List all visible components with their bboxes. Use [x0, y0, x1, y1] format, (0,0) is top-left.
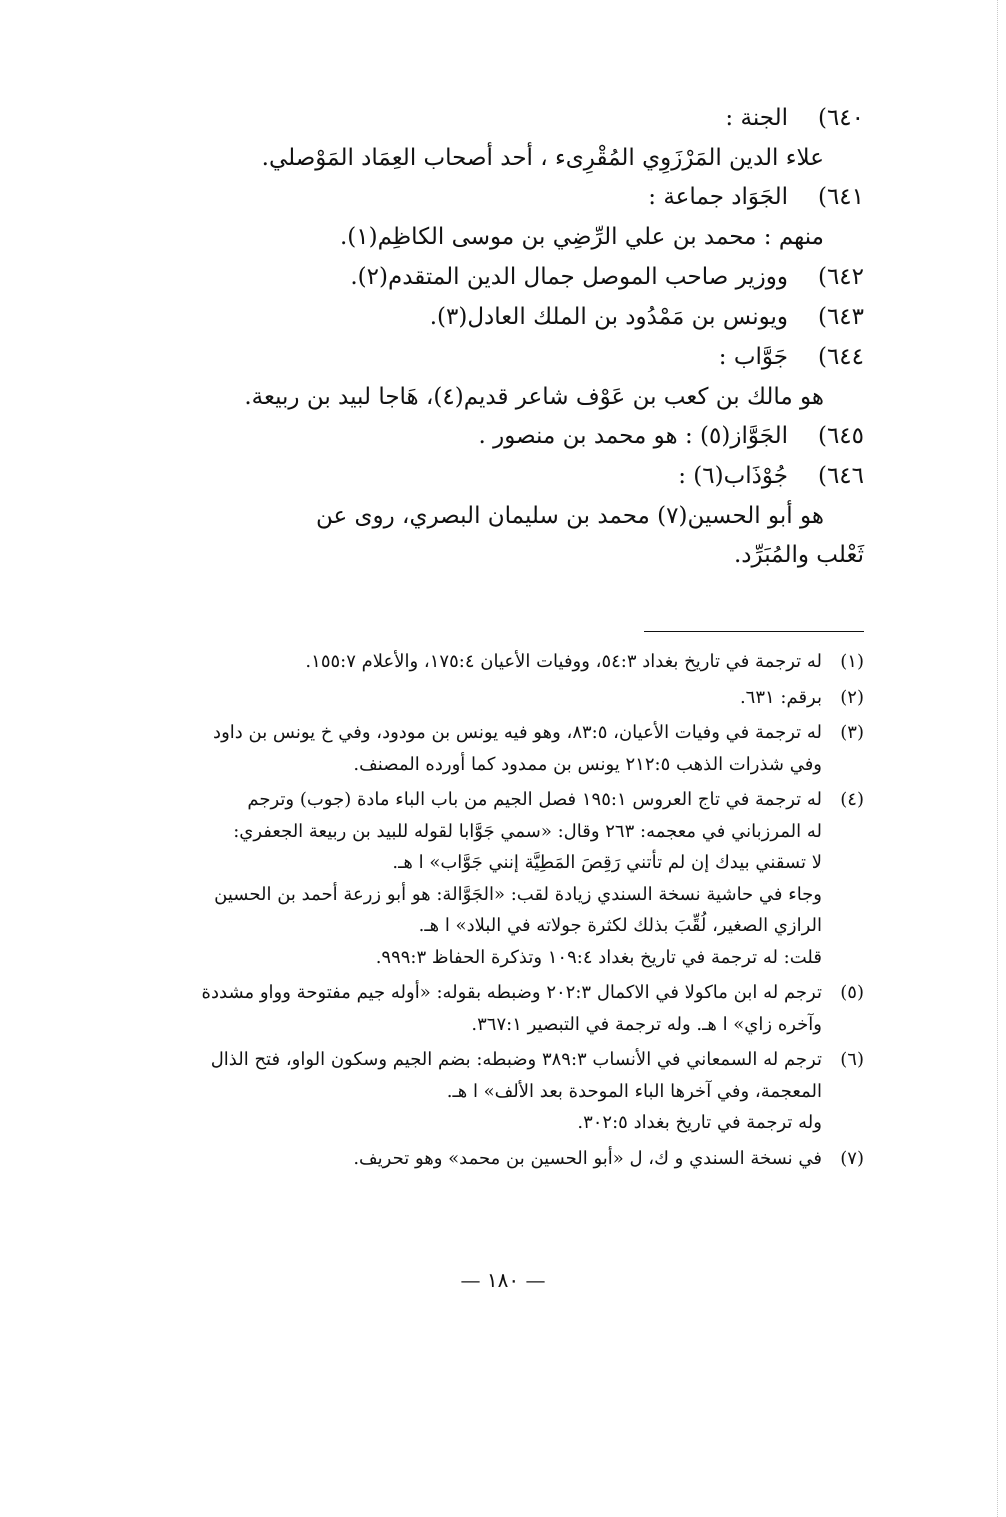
entry-643: [144, 299, 864, 339]
entry-heading: الجَوَّاز(٥) : هو محمد بن منصور .: [478, 422, 788, 449]
footnote-line: له المرزباني في معجمه: ٢٦٣ وقال: «سمي جَوَّابا لقوله للبيد بن ربيعة الجعفري:: [233, 820, 822, 842]
footnote-line: في نسخة السندي و ك، ل «أبو الحسين بن محمد» وهو تحريف.: [353, 1147, 822, 1169]
footnote-body: [144, 646, 822, 678]
footnote-line: له ترجمة في تاج العروس ١٩٥:١ فصل الجيم من باب الباء مادة (جوب) وترجم: [247, 789, 822, 810]
entry-heading: جُوْذَاب(٦) :: [678, 462, 788, 489]
footnote-number: (١): [840, 651, 864, 672]
entry-640-body: علاء الدين المَرْزَوِي المُقْرِىء ، أحد أصحاب العِمَاد المَوْصلي.: [261, 145, 824, 171]
entry-644-body: هو مالك بن كعب بن عَوْف شاعر قديم(٤)، هَاجا لبيد بن ربيعة.: [244, 383, 824, 410]
footnote-body: [144, 682, 822, 714]
footnote-line: المعجمة، وفي آخرها الباء الموحدة بعد الألف» ا هـ.: [446, 1080, 822, 1102]
entry-646-body-line-2: ثَعْلب والمُبَرِّد.: [734, 542, 864, 568]
footnote-line: وجاء في حاشية نسخة السندي زيادة لقب: «الجَوَّالة: هو أبو زرعة أحمد بن الحسين: [214, 883, 822, 905]
footnote-number: (٦): [840, 1049, 864, 1070]
footnote-line: وفي شذرات الذهب ٢١٢:٥ يونس بن ممدود كما أورده المصنف.: [353, 753, 822, 775]
footnote-line: برقم: ٦٣١.: [739, 686, 822, 708]
footnote-line: وآخره زاي» ا هـ. وله ترجمة في التبصير ٣٦٧:١.: [471, 1013, 822, 1035]
footnote-body: [144, 977, 822, 1040]
footnote-5: [144, 977, 864, 1040]
entry-646: [144, 458, 864, 498]
footnotes: [144, 646, 864, 1178]
entry-641: [144, 179, 864, 219]
footnote-line: قلت: له ترجمة في تاريخ بغداد ١٠٩:٤ وتذكرة الحفاظ ٩٩٩:٣.: [375, 946, 822, 968]
entry-644: [144, 339, 864, 379]
footnote-line: له ترجمة في تاريخ بغداد ٥٤:٣، ووفيات الأعيان ١٧٥:٤، والأعلام ١٥٥:٧.: [305, 651, 822, 672]
footnote-6: [144, 1044, 864, 1139]
footnote-number: (٢): [840, 686, 864, 708]
entry-number: ٦٤٣): [817, 303, 864, 330]
footnote-line: وله ترجمة في تاريخ بغداد ٣٠٢:٥.: [577, 1112, 822, 1133]
footnote-number: (٤): [840, 789, 864, 810]
entry-number: ٦٤١): [817, 184, 864, 211]
entry-number: ٦٤٢): [817, 263, 864, 290]
footnote-line: الرازي الصغير، لُقِّبَ بذلك لكثرة جولاته في البلاد» ا هـ.: [418, 915, 822, 936]
entry-heading: جَوَّاب :: [718, 343, 788, 370]
entry-642: [144, 259, 864, 299]
footnote-number: (٥): [840, 982, 864, 1003]
entry-640: [144, 100, 864, 140]
footnote-body: [144, 717, 822, 780]
entry-heading: ووزير صاحب الموصل جمال الدين المتقدم(٢).: [350, 263, 788, 290]
entry-number: ٦٤٥): [817, 422, 864, 449]
footnote-line: له ترجمة في وفيات الأعيان، ٨٣:٥، وهو فيه يونس بن مودود، وفي خ يونس بن داود: [213, 722, 822, 743]
footnote-body: [144, 784, 822, 973]
entry-number: ٦٤٠): [817, 105, 864, 131]
footnote-2: [144, 682, 864, 714]
entry-heading: ويونس بن مَمْدُود بن الملك العادل(٣).: [429, 303, 788, 330]
footnote-4: [144, 784, 864, 973]
footnote-body: [144, 1044, 822, 1139]
entry-heading: الجَوَاد جماعة :: [648, 184, 788, 211]
entry-641-body: منهم : محمد بن علي الرِّضِي بن موسى الكاظِم(١).: [339, 224, 824, 251]
footnote-number: (٧): [840, 1147, 864, 1169]
page-number: — ١٨٠ —: [460, 1268, 546, 1292]
main-text: [144, 100, 864, 576]
entry-645: [144, 418, 864, 458]
footnote-7: [144, 1143, 864, 1175]
footnote-1: [144, 646, 864, 678]
footnote-number: (٣): [840, 722, 864, 743]
footnote-separator: [644, 631, 864, 632]
footnote-line: ترجم له ابن ماكولا في الاكمال ٢٠٢:٣ وضبطه بقوله: «أوله جيم مفتوحة وواو مشددة: [201, 982, 822, 1003]
footnote-3: [144, 717, 864, 780]
footnote-body: [144, 1143, 822, 1175]
entry-number: ٦٤٤): [817, 343, 864, 370]
entry-number: ٦٤٦): [817, 462, 864, 489]
entry-heading: الجنة :: [725, 105, 788, 131]
entry-646-body-line-1: هو أبو الحسين(٧) محمد بن سليمان البصري، روى عن: [315, 502, 824, 529]
footnote-verse-line: لا تسقني بيدك إن لم تأتني رَقِصَ المَطِيَّة إنني جَوَّاب» ا هـ.: [392, 852, 822, 873]
footnote-line: ترجم له السمعاني في الأنساب ٣٨٩:٣ وضبطه: بضم الجيم وسكون الواو، فتح الذال: [210, 1049, 822, 1070]
